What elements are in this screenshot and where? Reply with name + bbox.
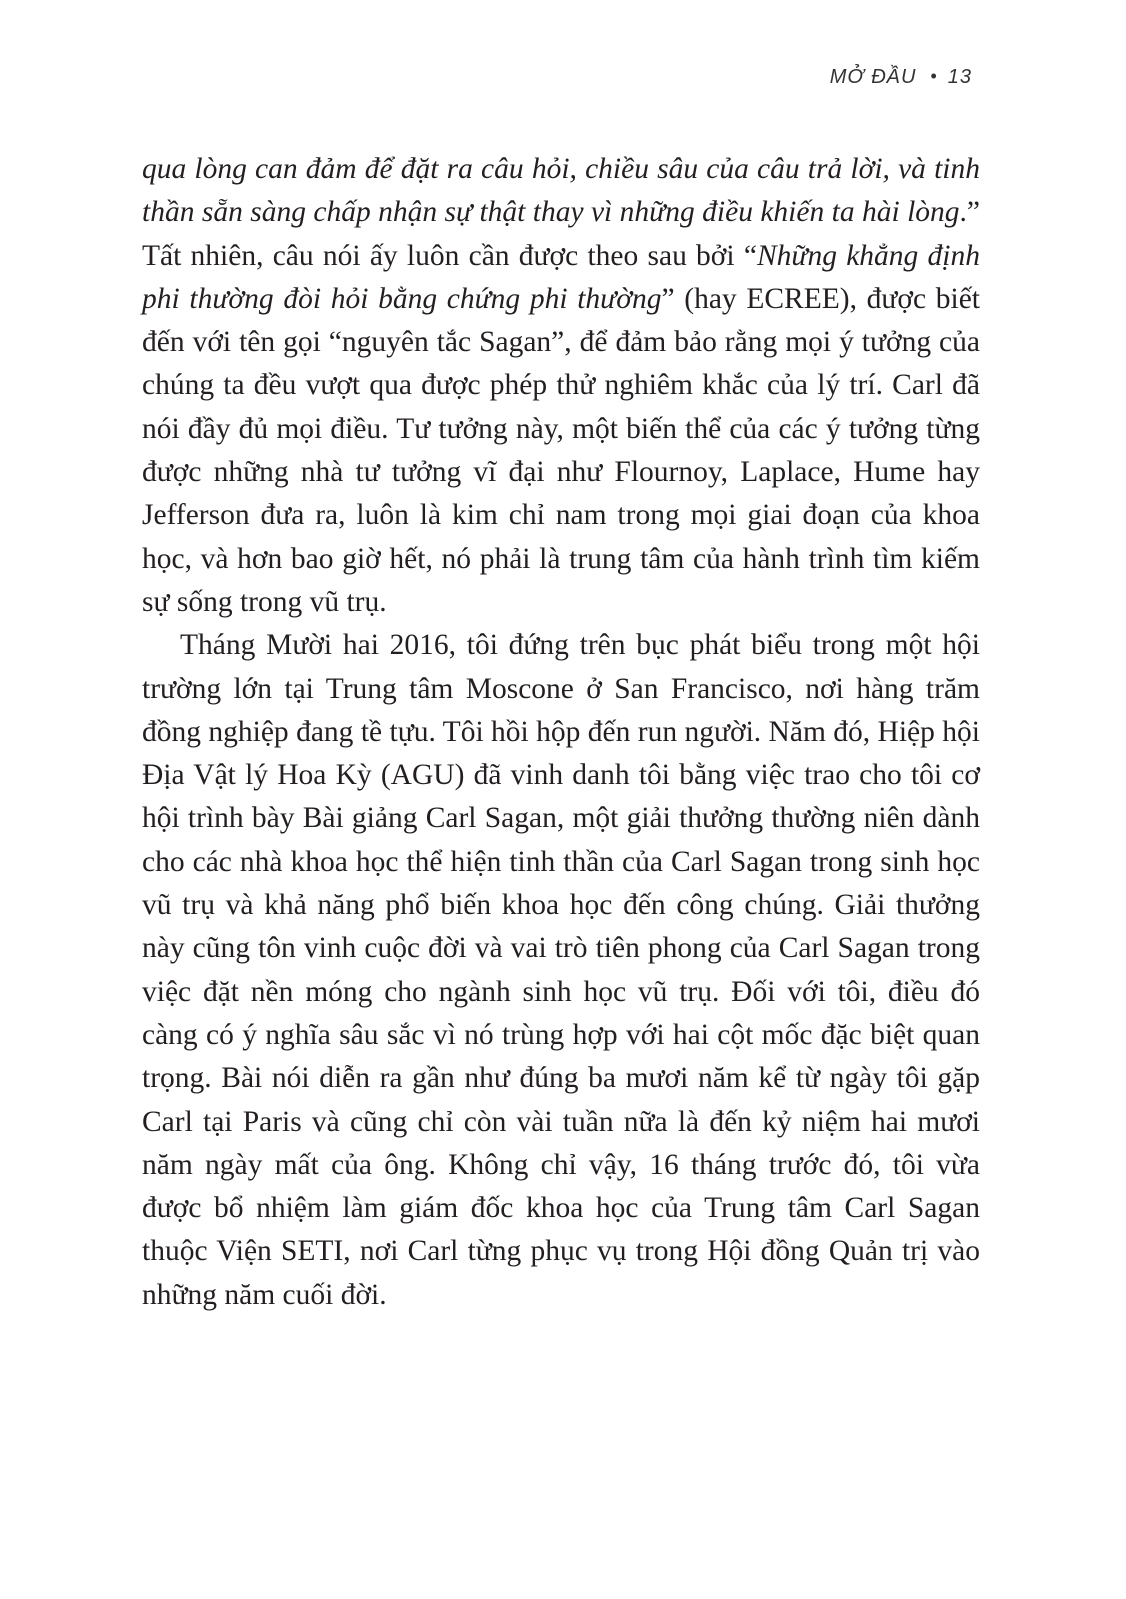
- running-header: [830, 66, 972, 89]
- text-segment: Tháng Mười hai 2016, tôi đứng trên bục phát biểu trong một hội trường lớn tại Trung tâm Moscone ở San Francisco, nơi hàng trăm đồng nghiệp đang tề tựu. Tôi hồi hộp đến run người. Năm đó, Hiệp hội Địa Vật lý Hoa Kỳ (AGU) đã vinh danh tôi bằng việc trao cho tôi cơ hội trình bày Bài giảng Carl Sagan, một giải thưởng thường niên dành cho các nhà khoa học thể hiện tinh thần của Carl Sagan trong sinh học vũ trụ và khả năng phổ biến khoa học đến công chúng. Giải thưởng này cũng tôn vinh cuộc đời và vai trò tiên phong của Carl Sagan trong việc đặt nền móng cho ngành sinh học vũ trụ. Đối với tôi, điều đó càng có ý nghĩa sâu sắc vì nó trùng hợp với hai cột mốc đặc biệt quan trọng. Bài nói diễn ra gần như đúng ba mươi năm kể từ ngày tôi gặp Carl tại Paris và cũng chỉ còn vài tuần nữa là đến kỷ niệm hai mươi năm ngày mất của ông. Không chỉ vậy, 16 tháng trước đó, tôi vừa được bổ nhiệm làm giám đốc khoa học của Trung tâm Carl Sagan thuộc Viện SETI, nơi Carl từng phục vụ trong Hội đồng Quản trị vào những năm cuối đời.: [142, 629, 980, 1311]
- paragraph-1: [142, 148, 980, 624]
- text-segment: ” (hay ECREE), được biết đến với tên gọi “nguyên tắc Sagan”, để đảm bảo rằng mọi ý tưởng của chúng ta đều vượt qua được phép thử nghiêm khắc của lý trí. Carl đã nói đầy đủ mọi điều. Tư tưởng này, một biến thể của các ý tưởng từng được những nhà tư tưởng vĩ đại như Flournoy, Laplace, Hume hay Jefferson đưa ra, luôn là kim chỉ nam trong mọi giai đoạn của khoa học, và hơn bao giờ hết, nó phải là trung tâm của hành trình tìm kiếm sự sống trong vũ trụ.: [142, 282, 980, 618]
- italic-quote-continuation: qua lòng can đảm để đặt ra câu hỏi, chiều sâu của câu trả lời, và tinh thần sẵn sàng chấp nhận sự thật thay vì những điều khiến ta hài lòng: [142, 153, 980, 229]
- text-segment: .” Tất nhiên, câu nói ấy luôn cần được theo sau bởi “: [142, 196, 980, 272]
- paragraph-2: [142, 624, 980, 1317]
- body-text: [142, 148, 980, 1317]
- italic-ecree-quote: Những khẳng định phi thường đòi hỏi bằng chứng phi thường: [142, 239, 980, 315]
- header-separator: •: [930, 66, 938, 86]
- page-number: 13: [947, 66, 972, 88]
- section-title: MỞ ĐẦU: [829, 66, 917, 88]
